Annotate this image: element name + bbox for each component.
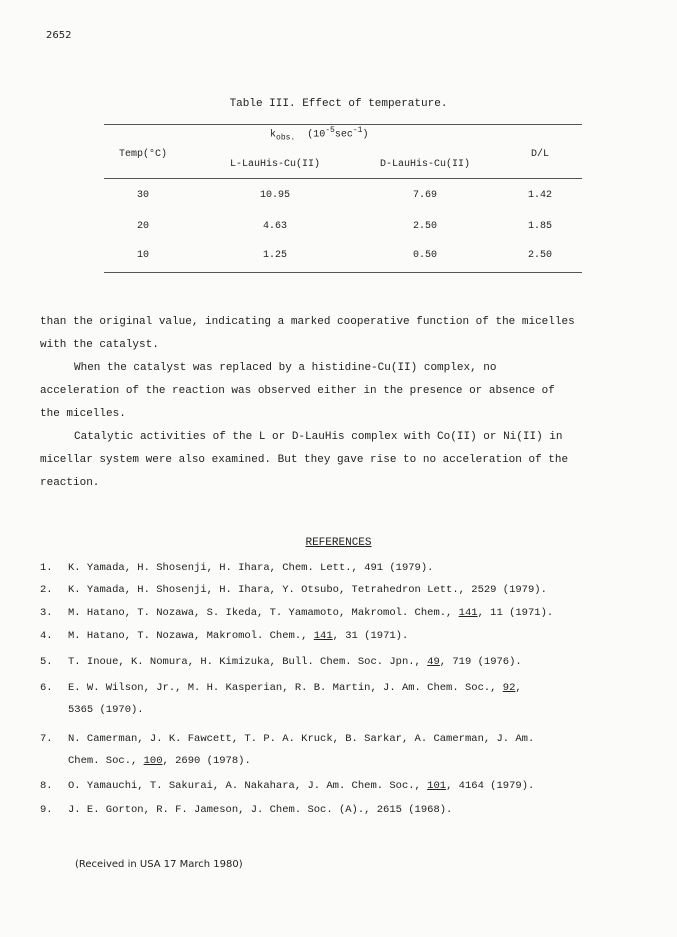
kobs-unit: (10: [307, 129, 326, 141]
col-header-temp: Temp(°C): [118, 149, 167, 160]
reference-text: M. Hatano, T. Nozawa, S. Ikeda, T. Yamamoto, Makromol. Chem.,: [68, 607, 459, 619]
cell-d: 2.50: [412, 221, 437, 232]
cell-temp: 10: [136, 250, 149, 261]
table-top-rule: [104, 124, 582, 125]
reference-number: 4.: [40, 630, 53, 642]
reference-item: [40, 651, 522, 673]
body-text: [40, 311, 640, 495]
reference-number: 9.: [40, 804, 53, 816]
reference-item: [40, 775, 534, 797]
paragraph-line: micellar system were also examined. But they gave rise to no acceleration of the: [40, 454, 569, 466]
reference-item: [40, 557, 433, 579]
reference-continuation: [40, 750, 534, 772]
kobs-sec: sec: [334, 129, 353, 141]
kobs-subscript: obs.: [276, 133, 296, 143]
table-bottom-rule: [104, 272, 582, 273]
kobs-exp1: -5: [325, 126, 335, 135]
reference-item: [40, 799, 452, 821]
reference-volume: 49: [427, 656, 440, 668]
reference-text: J. E. Gorton, R. F. Jameson, J. Chem. Soc. (A)., 2615 (1968).: [68, 804, 453, 816]
cell-dl: 2.50: [527, 250, 552, 261]
reference-text: , 4164 (1979).: [446, 780, 535, 792]
reference-number: 2.: [40, 584, 53, 596]
kobs-exp2: -1: [352, 126, 363, 135]
reference-text: N. Camerman, J. K. Fawcett, T. P. A. Kruck, B. Sarkar, A. Camerman, J. Am.: [68, 733, 535, 745]
reference-item: [40, 579, 547, 601]
reference-volume: 141: [313, 630, 333, 642]
paragraph-line: than the original value, indicating a marked cooperative function of the micelles: [40, 316, 575, 328]
cell-temp: 30: [136, 190, 149, 201]
reference-text: , 719 (1976).: [439, 656, 522, 668]
paragraph-line: When the catalyst was replaced by a histidine-Cu(II) complex, no: [74, 362, 497, 374]
kobs-close: ): [362, 129, 369, 141]
reference-item: [40, 625, 408, 647]
paragraph-line: Catalytic activities of the L or D-LauHis complex with Co(II) or Ni(II) in: [74, 431, 563, 443]
reference-text: Chem. Soc.,: [68, 755, 144, 767]
cell-l: 4.63: [262, 221, 287, 232]
col-header-dl: D/L: [530, 149, 549, 160]
reference-text: , 2690 (1978).: [162, 755, 251, 767]
reference-number: 6.: [40, 682, 53, 694]
received-date: (Received in USA 17 March 1980): [75, 859, 243, 870]
references-heading: REFERENCES: [305, 537, 372, 549]
kobs-header: [270, 126, 369, 142]
cell-dl: 1.85: [527, 221, 552, 232]
table-title: Table III. Effect of temperature.: [229, 98, 448, 110]
kobs-symbol: k: [270, 129, 277, 141]
reference-text: ,: [515, 682, 522, 694]
reference-continuation: 5365 (1970).: [68, 704, 144, 716]
reference-number: 7.: [40, 733, 53, 745]
reference-text: , 11 (1971).: [477, 607, 554, 619]
reference-text: E. W. Wilson, Jr., M. H. Kasperian, R. B. Martin, J. Am. Chem. Soc.,: [68, 682, 503, 694]
reference-number: 3.: [40, 607, 53, 619]
reference-number: 8.: [40, 780, 53, 792]
reference-text: O. Yamauchi, T. Sakurai, A. Nakahara, J. Am. Chem. Soc.,: [68, 780, 428, 792]
cell-temp: 20: [136, 221, 149, 232]
cell-d: 7.69: [412, 190, 437, 201]
paragraph-line: reaction.: [40, 477, 100, 489]
reference-item: [40, 728, 534, 772]
cell-dl: 1.42: [527, 190, 552, 201]
reference-volume: 141: [458, 607, 478, 619]
reference-volume: 100: [143, 755, 163, 767]
table-mid-rule: [104, 178, 582, 179]
reference-number: 1.: [40, 562, 53, 574]
cell-l: 10.95: [259, 190, 290, 201]
reference-number: 5.: [40, 656, 53, 668]
reference-text: T. Inoue, K. Nomura, H. Kimizuka, Bull. Chem. Soc. Jpn.,: [68, 656, 428, 668]
reference-volume: 92: [502, 682, 516, 694]
paragraph-line: acceleration of the reaction was observed either in the presence or absence of: [40, 385, 555, 397]
reference-volume: 101: [427, 780, 447, 792]
paragraph-line: with the catalyst.: [40, 339, 159, 351]
col-header-d: D-LauHis-Cu(II): [379, 159, 470, 170]
reference-text: M. Hatano, T. Nozawa, Makromol. Chem.,: [68, 630, 314, 642]
page-number: 2652: [46, 30, 72, 41]
reference-text: K. Yamada, H. Shosenji, H. Ihara, Y. Otsubo, Tetrahedron Lett., 2529 (1979).: [68, 584, 547, 596]
col-header-l: L-LauHis-Cu(II): [229, 159, 320, 170]
cell-d: 0.50: [412, 250, 437, 261]
cell-l: 1.25: [262, 250, 287, 261]
paragraph-line: the micelles.: [40, 408, 126, 420]
reference-text: , 31 (1971).: [332, 630, 409, 642]
reference-text: K. Yamada, H. Shosenji, H. Ihara, Chem. Lett., 491 (1979).: [68, 562, 434, 574]
reference-item: [40, 602, 553, 624]
reference-item: [40, 677, 522, 721]
